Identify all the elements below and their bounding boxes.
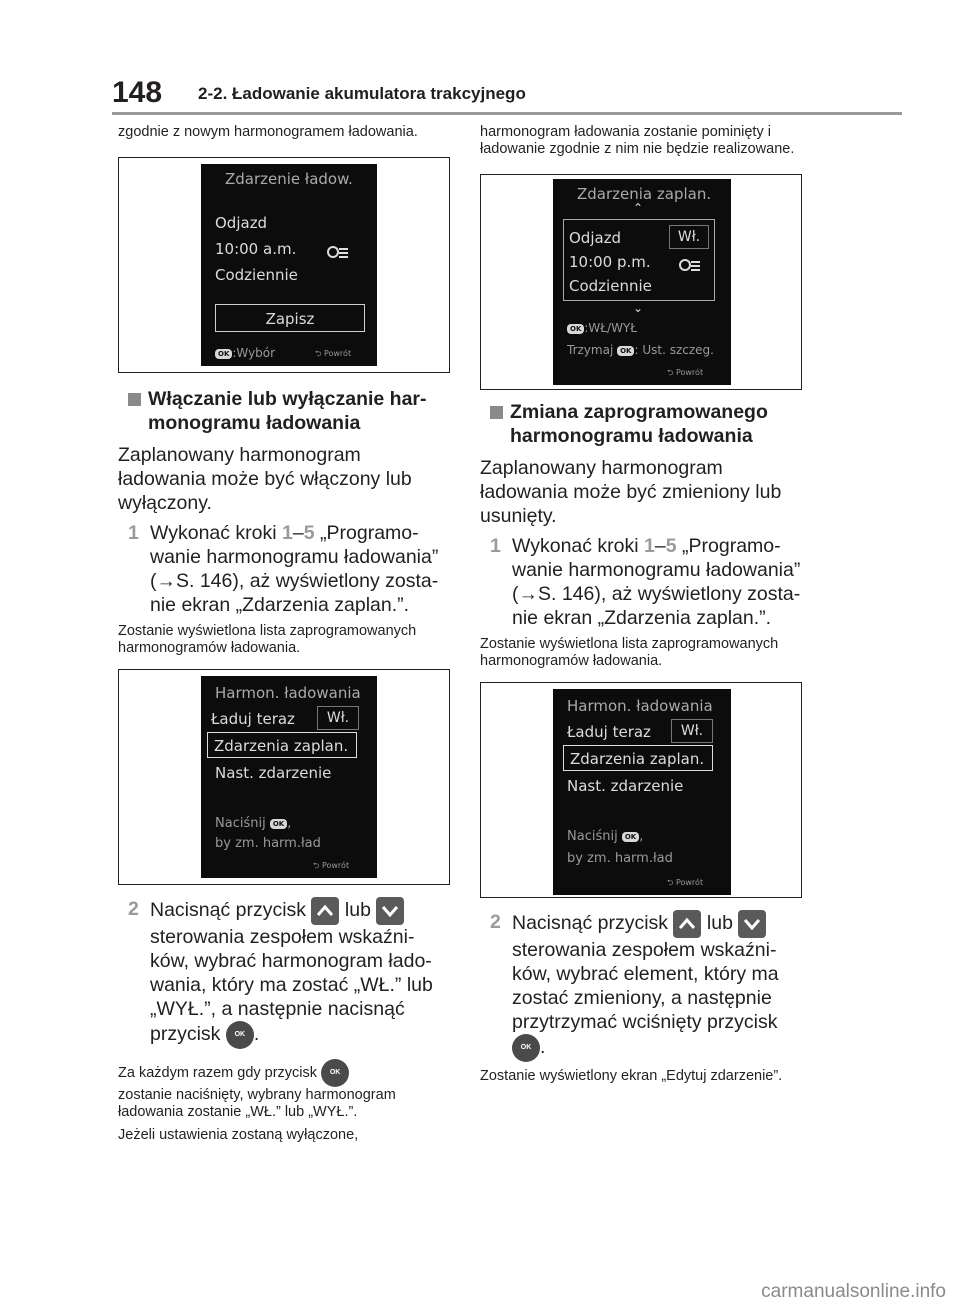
save-label: Zapisz bbox=[265, 310, 315, 328]
note-text: Zostanie wyświetlona lista zaprogramowanych harmonogramów ładowania. bbox=[480, 636, 779, 669]
menu-item-selected[interactable]: Zdarzenia zaplan. bbox=[563, 745, 713, 771]
page-number: 148 bbox=[112, 76, 163, 109]
screen-line: Codziennie bbox=[215, 266, 298, 284]
status-badge: Wł. bbox=[317, 706, 359, 730]
status-badge: Wł. bbox=[669, 225, 709, 249]
charging-icon bbox=[677, 257, 701, 273]
display-screen bbox=[201, 676, 377, 878]
body-text: Zaplanowany harmonogram ładowania może być zmieniony lub usunięty. bbox=[480, 457, 782, 527]
ok-button-icon: OK bbox=[512, 1034, 540, 1062]
screen-hint: by zm. harm.ład bbox=[215, 836, 321, 851]
down-arrow-button-icon bbox=[376, 897, 404, 925]
back-hint: ⮌ Powrót bbox=[315, 349, 352, 358]
note-text: Jeżeli ustawienia zostaną wyłączone, bbox=[118, 1127, 359, 1143]
section-heading: Włączanie lub wyłączanie har- monogramu ładowania bbox=[118, 387, 450, 435]
ok-icon: OK bbox=[622, 832, 639, 842]
menu-item[interactable]: Ładuj teraz bbox=[567, 723, 651, 741]
body-text: Zaplanowany harmonogram ładowania może być włączony lub wyłączony. bbox=[118, 444, 412, 514]
screen-hint: by zm. harm.ład bbox=[567, 851, 673, 866]
bullet-square bbox=[490, 406, 503, 419]
up-arrow-button-icon bbox=[673, 910, 701, 938]
step-1: 1 Wykonać kroki 1–5 „Programo- wanie harmonogramu ładowania” (→S. 146), aż wyświetlony zosta- nie ekran „Zdarzenia zaplan.”. bbox=[128, 522, 439, 616]
screen-line: Odjazd bbox=[215, 214, 268, 232]
section-heading: Zmiana zaprogramowanego harmonogramu ładowania bbox=[480, 400, 812, 448]
chevron-up-icon[interactable]: ⌃ bbox=[633, 201, 644, 215]
intro-text: zgodnie z nowym harmonogramem ładowania. bbox=[118, 124, 418, 140]
ok-button-icon: OK bbox=[321, 1059, 349, 1087]
screen-figure-2 bbox=[118, 669, 450, 885]
screen-hint: OK :WŁ/WYŁ bbox=[567, 321, 637, 335]
screen-line: 10:00 a.m. bbox=[215, 240, 297, 258]
ok-icon: OK bbox=[617, 346, 634, 356]
menu-item[interactable]: Nast. zdarzenie bbox=[567, 777, 684, 795]
screen-line: 10:00 p.m. bbox=[569, 253, 651, 271]
chevron-down-icon[interactable]: ⌄ bbox=[633, 301, 644, 315]
screen-hint: Trzymaj OK : Ust. szczeg. bbox=[567, 343, 714, 357]
back-hint: ⮌ Powrót bbox=[667, 368, 704, 377]
back-hint: ⮌ Powrót bbox=[667, 878, 704, 887]
header-rule bbox=[112, 112, 902, 115]
screen-title: Zdarzenie ładow. bbox=[225, 170, 353, 188]
menu-item[interactable]: Nast. zdarzenie bbox=[215, 764, 332, 782]
step-2: 2 Nacisnąć przycisk lub sterowania zespołem wskaźni- ków, wybrać element, który ma zostać zmieniony, a następnie przytrzymać wciśnięty przycisk OK . bbox=[480, 910, 812, 1062]
screen-title: Harmon. ładowania bbox=[215, 684, 361, 702]
right-column bbox=[480, 124, 812, 1085]
display-screen bbox=[201, 164, 377, 366]
menu-item[interactable]: Ładuj teraz bbox=[211, 710, 295, 728]
screen-line: Codziennie bbox=[569, 277, 652, 295]
screen-title: Harmon. ładowania bbox=[567, 697, 713, 715]
step-1: 1 Wykonać kroki 1–5 „Programo- wanie harmonogramu ładowania” (→S. 146), aż wyświetlony zosta- nie ekran „Zdarzenia zaplan.”. bbox=[490, 535, 801, 629]
intro-text: harmonogram ładowania zostanie pominięty i ładowanie zgodnie z nim nie będzie realizowane. bbox=[480, 124, 795, 157]
screen-figure-4 bbox=[480, 682, 802, 898]
screen-hint: OK :Wybór bbox=[215, 346, 275, 360]
up-arrow-button-icon bbox=[311, 897, 339, 925]
charging-icon bbox=[325, 244, 349, 260]
watermark: carmanualsonline.info bbox=[761, 1281, 946, 1302]
screen-hint: Naciśnij OK , bbox=[215, 816, 292, 831]
screen-hint: Naciśnij OK , bbox=[567, 829, 644, 844]
screen-figure-3 bbox=[480, 174, 802, 390]
ok-icon: OK bbox=[270, 819, 287, 829]
display-screen bbox=[553, 689, 731, 895]
bullet-square bbox=[128, 393, 141, 406]
section-title: 2-2. Ładowanie akumulatora trakcyjnego bbox=[198, 84, 526, 103]
ok-icon: OK bbox=[567, 324, 584, 334]
screen-line: Odjazd bbox=[569, 229, 622, 247]
down-arrow-button-icon bbox=[738, 910, 766, 938]
back-hint: ⮌ Powrót bbox=[313, 861, 350, 870]
display-screen bbox=[553, 179, 731, 385]
ok-icon: OK bbox=[215, 349, 232, 359]
step-2: 2 Nacisnąć przycisk lub sterowania zespołem wskaźni- ków, wybrać harmonogram łado- wania, który ma zostać „WŁ.” lub „WYŁ.”, a następnie nacisnąć przycisk OK . bbox=[118, 897, 450, 1049]
screen-figure-1 bbox=[118, 157, 450, 373]
ok-button-icon: OK bbox=[226, 1021, 254, 1049]
note-text: Zostanie wyświetlony ekran „Edytuj zdarzenie”. bbox=[480, 1068, 783, 1084]
screen-title: Zdarzenia zaplan. bbox=[577, 185, 712, 203]
status-badge: Wł. bbox=[671, 719, 713, 743]
note-text: Zostanie wyświetlona lista zaprogramowanych harmonogramów ładowania. bbox=[118, 623, 417, 656]
note-text: Za każdym razem gdy przycisk OK zostanie naciśnięty, wybrany harmonogram ładowania zostanie „WŁ.” lub „WYŁ.”. bbox=[118, 1059, 450, 1121]
save-button[interactable] bbox=[215, 304, 365, 332]
menu-item-selected[interactable]: Zdarzenia zaplan. bbox=[207, 732, 357, 758]
left-column bbox=[118, 124, 450, 1144]
